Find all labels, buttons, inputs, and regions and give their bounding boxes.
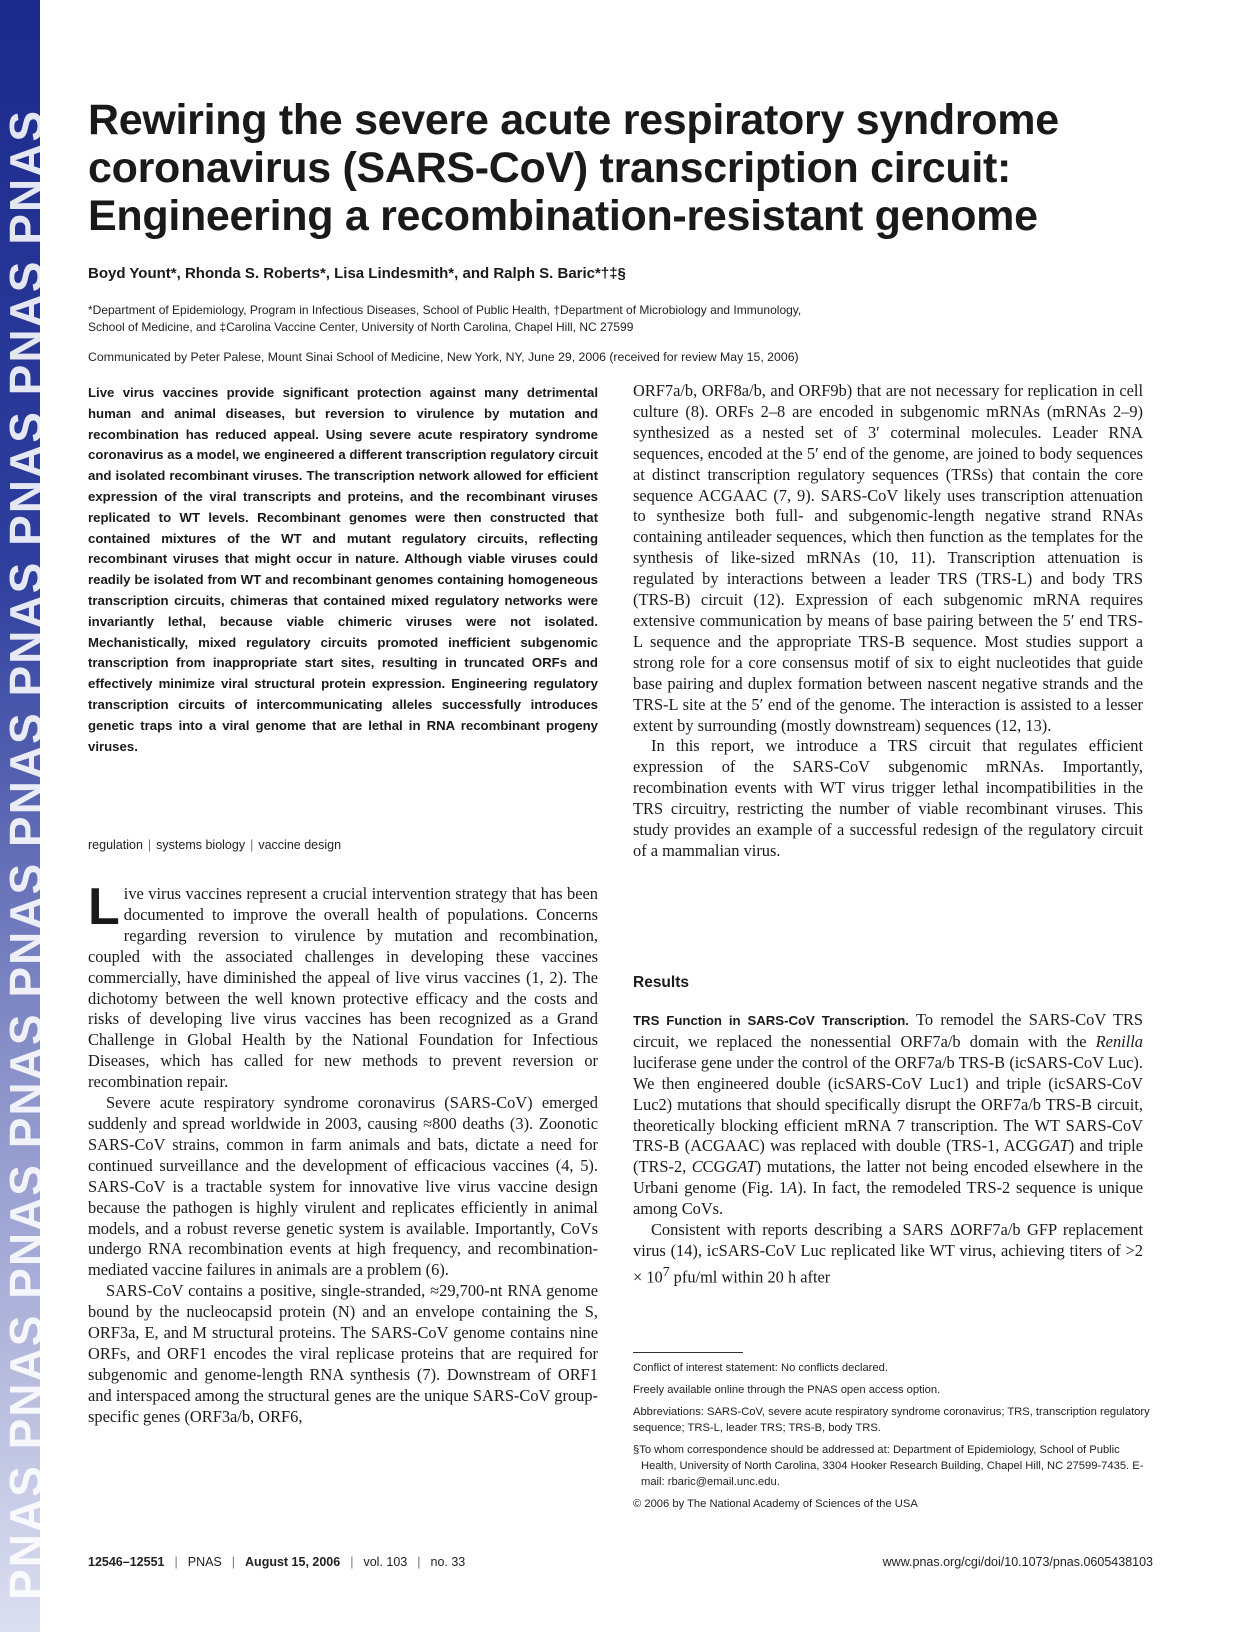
text-run: ). In fact, the remodeled TRS-2 sequence is unique among CoVs. xyxy=(633,1178,1144,1219)
footnotes xyxy=(633,1360,1153,1518)
footnote-conflict: Conflict of interest statement: No conflicts declared. xyxy=(633,1362,888,1374)
footer-separator: | xyxy=(231,1555,236,1569)
footer-separator: | xyxy=(174,1555,178,1569)
superscript: 7 xyxy=(662,1263,670,1279)
sidebar-journal-logo-text: PNAS PNAS PNAS PNAS PNAS PNAS PNAS PNAS PNAS PNAS xyxy=(0,108,52,1600)
footer-separator: | xyxy=(417,1555,421,1569)
footer-doi-link[interactable]: www.pnas.org/cgi/doi/10.1073/pnas.0605438103 xyxy=(882,1555,1153,1569)
affiliations xyxy=(88,302,1168,336)
italic-term: C xyxy=(691,1157,703,1177)
title-line-3: Engineering a recombination-resistant genome xyxy=(88,192,1038,240)
italic-term: Renilla xyxy=(1095,1031,1143,1051)
text-run: luciferase gene under the control of the ORF7a/b TRS-B (icSARS-CoV Luc). We then engineered double (icSARS-CoV Luc1) and triple (icSARS-CoV Luc2) mutations that should specifically disrupt the ORF7a/b TRS-B circuit, theoretically blocking efficient mRNA 7 transcription. The WT SARS-CoV TRS-B (ACGAAC) was replaced with double (TRS-1, ACG xyxy=(633,1052,1143,1156)
affiliation-line-2: School of Medicine, and ‡Carolina Vaccine Center, University of North Carolina, Chapel Hill, NC 27599 xyxy=(88,320,634,334)
text-run: ) and triple (TRS-2, xyxy=(633,1136,1143,1177)
left-body-column xyxy=(88,878,598,1428)
keyword: systems biology xyxy=(156,838,246,852)
keywords xyxy=(88,838,598,852)
keyword-separator: | xyxy=(250,838,254,852)
keyword: regulation xyxy=(88,838,143,852)
subsection-heading: TRS Function in SARS-CoV Transcription. xyxy=(633,1013,909,1028)
footer-date: August 15, 2006 xyxy=(245,1555,341,1569)
footnote-abbreviations: Abbreviations: SARS-CoV, severe acute respiratory syndrome coronavirus; TRS, transcription regulatory sequence; TRS-L, leader TRS; TRS-B, body TRS. xyxy=(633,1406,1150,1434)
footnote-correspondence: §To whom correspondence should be addressed at: Department of Epidemiology, School of Public Health, University of North Carolina, 3304 Hooker Research Building, Chapel Hill, NC 27599-7435. E-mail: rbaric@email.unc.edu. xyxy=(633,1444,1144,1488)
journal-sidebar xyxy=(0,0,52,1632)
italic-term: A xyxy=(787,1178,798,1198)
italic-term: GAT xyxy=(725,1157,756,1177)
article-title xyxy=(88,96,1168,240)
footnote-rule xyxy=(633,1352,743,1353)
keyword-separator: | xyxy=(147,838,152,852)
keyword: vaccine design xyxy=(258,838,342,852)
text-run: pfu/ml within 20 h after xyxy=(669,1267,831,1287)
text-run: To remodel the SARS-CoV TRS circuit, we replaced the nonessential ORF7a/b domain with the xyxy=(633,1010,1143,1051)
drop-cap: L xyxy=(88,878,120,936)
footer-volume: vol. 103 xyxy=(363,1555,408,1569)
intro-paragraph-1 xyxy=(88,878,598,1093)
title-line-2: coronavirus (SARS-CoV) transcription circuit: xyxy=(88,144,1012,192)
text-run: ) mutations, the latter not being encoded elsewhere in the Urbani genome (Fig. 1 xyxy=(633,1157,1143,1198)
footer-journal: PNAS xyxy=(187,1555,222,1569)
intro-paragraph-3: SARS-CoV contains a positive, single-stranded, ≈29,700-nt RNA genome bound by the nucleocapsid protein (N) and an envelope containing the S, ORF3a, E, and M structural proteins. The SARS-CoV genome contains nine ORFs, and ORF1 encodes the viral replicase proteins that are required for subgenomic and genome-length RNA synthesis (7). Downstream of ORF1 and interspaced among the structural genes are the unique SARS-CoV group-specific genes (ORF3a/b, ORF6, xyxy=(88,1281,598,1426)
text-run: CG xyxy=(702,1157,726,1177)
text-run: Consistent with reports describing a SARS ΔORF7a/b GFP replacement virus (14), icSARS-CoV Luc replicated like WT virus, achieving titers of >2 × 10 xyxy=(633,1220,1143,1287)
right-body-column-top xyxy=(633,381,1143,862)
intro-paragraph-2: Severe acute respiratory syndrome coronavirus (SARS-CoV) emerged suddenly and spread worldwide in 2003, causing ≈800 deaths (3). Zoonotic SARS-CoV strains, common in farm animals and bats, dictate a need for continued surveillance and the development of efficacious vaccines (4, 5). SARS-CoV is a tractable system for innovative live virus vaccine design because the pathogen is highly virulent and replicates efficiently in animal models, and a robust reverse genetic system is available. Importantly, CoVs undergo RNA recombination events at high frequency, and recombination-mediated vaccine failures in animals are a problem (6). xyxy=(88,1093,598,1280)
results-paragraph-2 xyxy=(633,1220,1143,1288)
footer-pages: 12546–12551 xyxy=(88,1555,165,1569)
author-list: Boyd Yount*, Rhonda S. Roberts*, Lisa Lindesmith*, and Ralph S. Baric*†‡§ xyxy=(88,265,626,282)
footer-separator: | xyxy=(350,1555,354,1569)
communicated-by: Communicated by Peter Palese, Mount Sinai School of Medicine, New York, NY, June 29, 2006 (received for review May 15, 2006) xyxy=(88,350,799,364)
affiliation-line-1: *Department of Epidemiology, Program in Infectious Diseases, School of Public Health, †Department of Microbiology and Immunology, xyxy=(88,303,802,317)
results-section xyxy=(633,1010,1143,1288)
footnote-copyright: © 2006 by The National Academy of Sciences of the USA xyxy=(633,1498,918,1510)
italic-term: GAT xyxy=(1038,1136,1069,1156)
results-heading: Results xyxy=(633,974,689,991)
intro-paragraph-4: ORF7a/b, ORF8a/b, and ORF9b) that are not necessary for replication in cell culture (8). ORFs 2–8 are encoded in subgenomic mRNAs (mRNAs 2–9) synthesized as a nested set of 3′ coterminal molecules. Leader RNA sequences, encoded at the 5′ end of the genome, are joined to body sequences at distinct transcription regulatory sequences (TRSs) that contain the core sequence ACGAAC (7, 9). SARS-CoV likely uses transcription attenuation to synthesize both full- and subgenomic-length negative strand RNAs containing antileader sequences, which then function as the templates for the synthesis of like-sized mRNAs (10, 11). Transcription attenuation is regulated by interactions between a leader TRS (TRS-L) and body TRS (TRS-B) circuit (12). Expression of each subgenomic mRNA requires extensive communication by means of base pairing between the 5′ end TRS-L sequence and the appropriate TRS-B sequence. Most studies support a strong role for a core consensus motif of six to eight nucleotides that guide base pairing and duplex formation between nascent negative strands and the TRS-L site at the 5′ end of the genome. The interaction is assisted to a lesser extent by surrounding (mostly downstream) sequences (12, 13). xyxy=(633,381,1143,735)
footer-issue: no. 33 xyxy=(430,1555,466,1569)
intro-paragraph-1-text: ive virus vaccines represent a crucial intervention strategy that has been documented to improve the overall health of populations. Concerns regarding reversion to virulence by mutation and recombination, coupled with the associated challenges in developing these vaccines commercially, have diminished the appeal of live virus vaccines (1, 2). The dichotomy between the well known protective efficacy and the costs and risks of developing live virus vaccines has been recognized as a Grand Challenge in Global Health by the National Foundation for Infectious Diseases, which has called for new methods to prevent reversion or recombination repair. xyxy=(88,884,598,1092)
title-line-1: Rewiring the severe acute respiratory syndrome xyxy=(88,96,1059,144)
footnote-open-access: Freely available online through the PNAS open access option. xyxy=(633,1384,941,1396)
results-paragraph-1 xyxy=(633,1010,1143,1220)
intro-paragraph-5: In this report, we introduce a TRS circuit that regulates efficient expression of the SARS-CoV subgenomic mRNAs. Importantly, recombination events with WT virus trigger lethal incompatibilities in the TRS circuitry, restricting the number of viable recombinant viruses. This study provides an example of a successful redesign of the regulatory circuit of a mammalian virus. xyxy=(633,736,1143,860)
abstract: Live virus vaccines provide significant protection against many detrimental human and animal diseases, but reversion to virulence by mutation and recombination has reduced appeal. Using severe acute respiratory syndrome coronavirus as a model, we engineered a different transcription regulatory circuit and isolated recombinant viruses. The transcription network allowed for efficient expression of the viral transcripts and proteins, and the recombinant viruses replicated to WT levels. Recombinant genomes were then constructed that contained mixtures of the WT and mutant regulatory circuits, reflecting recombinant viruses that might occur in nature. Although viable viruses could readily be isolated from WT and recombinant genomes containing homogeneous transcription circuits, chimeras that contained mixed regulatory networks were invariantly lethal, because viable chimeric viruses were not isolated. Mechanistically, mixed regulatory circuits promoted inefficient subgenomic transcription from inappropriate start sites, resulting in truncated ORFs and effectively minimize viral structural protein expression. Engineering regulatory transcription circuits of intercommunicating alleles successfully introduces genetic traps into a viral genome that are lethal in RNA recombinant progeny viruses. xyxy=(88,385,598,754)
page-footer-citation xyxy=(88,1555,465,1569)
